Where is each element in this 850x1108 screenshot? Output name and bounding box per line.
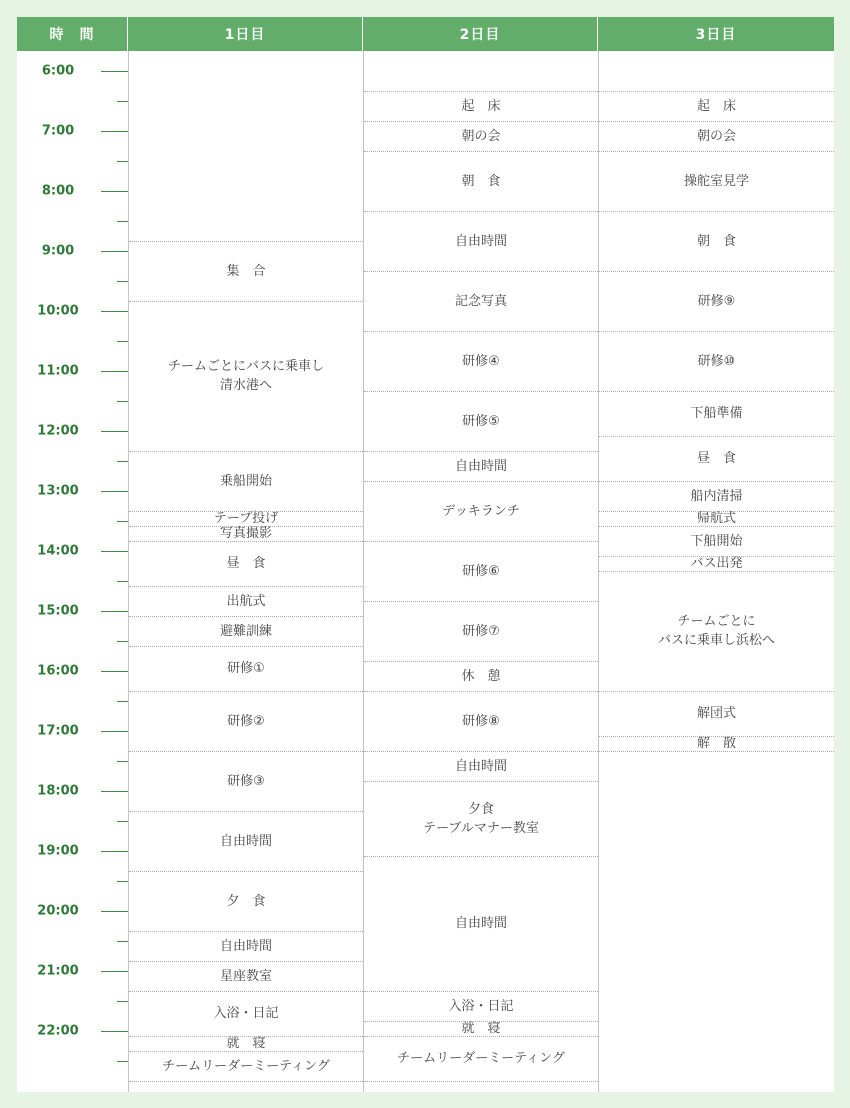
- schedule-event: 夕食 テーブルマナー教室: [423, 801, 539, 836]
- schedule-event: 昼 食: [696, 451, 736, 466]
- event-divider: [129, 586, 363, 587]
- schedule-event: 自由時間: [454, 458, 507, 474]
- event-divider: [599, 271, 834, 272]
- schedule-event: 就 寝: [226, 1036, 266, 1051]
- hour-tick: [101, 851, 128, 852]
- schedule-event: テープ投げ: [213, 511, 279, 526]
- event-divider: [599, 391, 834, 392]
- hour-tick: [101, 671, 128, 672]
- schedule-event: 研修②: [227, 713, 265, 729]
- event-divider: [364, 601, 598, 602]
- schedule-event: 研修③: [227, 773, 265, 789]
- schedule-event: 星座教室: [219, 968, 272, 984]
- schedule-event: 船内清掃: [690, 488, 743, 504]
- schedule-event: 下船開始: [690, 533, 743, 549]
- event-divider: [129, 451, 363, 452]
- day-1-column: [128, 51, 363, 1092]
- event-divider: [364, 856, 598, 857]
- event-divider: [129, 691, 363, 692]
- schedule-event: 休 憩: [461, 668, 501, 684]
- hour-tick: [101, 191, 128, 192]
- event-divider: [364, 211, 598, 212]
- schedule-event: 出航式: [226, 593, 266, 609]
- event-divider: [129, 541, 363, 542]
- event-divider: [364, 691, 598, 692]
- event-divider: [599, 556, 834, 557]
- schedule-event: 下船準備: [690, 406, 743, 421]
- event-divider: [129, 931, 363, 932]
- schedule-event: 研修⑦: [462, 623, 500, 639]
- event-divider: [364, 541, 598, 542]
- hour-tick: [101, 491, 128, 492]
- time-label: 12:00: [37, 423, 79, 439]
- time-label: 16:00: [37, 663, 79, 679]
- time-label: 21:00: [37, 963, 79, 979]
- event-divider: [364, 391, 598, 392]
- schedule-event: 昼 食: [226, 556, 266, 571]
- schedule-event: デッキランチ: [442, 503, 520, 519]
- event-divider: [129, 1081, 363, 1082]
- hour-tick: [101, 911, 128, 912]
- event-divider: [599, 91, 834, 92]
- half-hour-tick: [117, 1001, 128, 1002]
- event-divider: [129, 991, 363, 992]
- event-divider: [364, 1036, 598, 1037]
- schedule-event: 集 合: [226, 263, 266, 279]
- event-divider: [129, 871, 363, 872]
- hour-tick: [101, 431, 128, 432]
- hour-tick: [101, 371, 128, 372]
- time-label: 11:00: [37, 363, 79, 379]
- schedule-event: 朝の会: [696, 128, 736, 144]
- hour-tick: [101, 731, 128, 732]
- event-divider: [599, 736, 834, 737]
- half-hour-tick: [117, 581, 128, 582]
- hour-tick: [101, 551, 128, 552]
- time-label: 22:00: [37, 1023, 79, 1039]
- event-divider: [129, 1036, 363, 1037]
- time-label: 18:00: [37, 783, 79, 799]
- event-divider: [129, 616, 363, 617]
- time-label: 9:00: [41, 243, 75, 259]
- half-hour-tick: [117, 881, 128, 882]
- event-divider: [599, 526, 834, 527]
- event-divider: [364, 751, 598, 752]
- half-hour-tick: [117, 761, 128, 762]
- event-divider: [599, 691, 834, 692]
- schedule-event: 研修⑧: [462, 713, 500, 729]
- event-divider: [599, 151, 834, 152]
- header-time: 時 間: [17, 17, 127, 51]
- event-divider: [364, 1021, 598, 1022]
- half-hour-tick: [117, 461, 128, 462]
- schedule-event: チームごとに バスに乗車し浜松へ: [657, 614, 775, 648]
- schedule-event: 記念写真: [454, 293, 507, 309]
- time-label: 6:00: [41, 63, 75, 79]
- hour-tick: [101, 131, 128, 132]
- event-divider: [364, 151, 598, 152]
- schedule-table: [17, 17, 834, 1092]
- event-divider: [129, 241, 363, 242]
- schedule-event: 起 床: [696, 98, 736, 114]
- day-3-column: [598, 51, 834, 1092]
- time-label: 7:00: [41, 123, 75, 139]
- hour-tick: [101, 311, 128, 312]
- time-label: 20:00: [37, 903, 79, 919]
- half-hour-tick: [117, 701, 128, 702]
- schedule-event: 就 寝: [461, 1021, 501, 1036]
- day-2-column: [363, 51, 598, 1092]
- header-day-3: 3日目: [598, 17, 834, 51]
- event-divider: [599, 331, 834, 332]
- header-day-2: 2日目: [363, 17, 597, 51]
- schedule-event: 朝の会: [461, 128, 501, 144]
- event-divider: [364, 1081, 598, 1082]
- schedule-event: 研修⑤: [462, 413, 500, 429]
- schedule-event: 自由時間: [454, 758, 507, 774]
- event-divider: [364, 451, 598, 452]
- half-hour-tick: [117, 641, 128, 642]
- schedule-event: 自由時間: [454, 916, 507, 931]
- hour-tick: [101, 971, 128, 972]
- schedule-event: 解 散: [696, 736, 736, 751]
- schedule-event: チームリーダーミーティング: [397, 1051, 565, 1066]
- event-divider: [364, 121, 598, 122]
- schedule-event: 入浴・日記: [213, 1006, 279, 1021]
- time-label: 17:00: [37, 723, 79, 739]
- event-divider: [364, 271, 598, 272]
- schedule-event: 自由時間: [219, 938, 272, 954]
- schedule-event: チームごとにバスに乗車し 清水港へ: [167, 359, 324, 393]
- event-divider: [129, 301, 363, 302]
- event-divider: [364, 331, 598, 332]
- event-divider: [129, 511, 363, 512]
- half-hour-tick: [117, 1061, 128, 1062]
- half-hour-tick: [117, 821, 128, 822]
- schedule-event: 研修⑨: [697, 293, 736, 309]
- half-hour-tick: [117, 161, 128, 162]
- hour-tick: [101, 71, 128, 72]
- time-label: 13:00: [37, 483, 79, 499]
- schedule-event: 自由時間: [454, 233, 507, 249]
- event-divider: [129, 646, 363, 647]
- half-hour-tick: [117, 341, 128, 342]
- half-hour-tick: [117, 401, 128, 402]
- schedule-event: チームリーダーミーティング: [162, 1058, 330, 1074]
- event-divider: [599, 751, 834, 752]
- event-divider: [129, 751, 363, 752]
- hour-tick: [101, 611, 128, 612]
- time-label: 19:00: [37, 843, 79, 859]
- half-hour-tick: [117, 521, 128, 522]
- event-divider: [599, 511, 834, 512]
- time-label: 14:00: [37, 543, 79, 559]
- event-divider: [129, 526, 363, 527]
- half-hour-tick: [117, 281, 128, 282]
- time-label: 15:00: [37, 603, 79, 619]
- event-divider: [364, 991, 598, 992]
- schedule-event: 朝 食: [461, 173, 501, 189]
- schedule-event: 夕 食: [226, 893, 266, 909]
- event-divider: [129, 811, 363, 812]
- schedule-event: 研修④: [462, 353, 500, 369]
- event-divider: [599, 436, 834, 437]
- event-divider: [599, 121, 834, 122]
- schedule-event: 自由時間: [219, 833, 272, 849]
- event-divider: [364, 481, 598, 482]
- schedule-event: バス出発: [690, 556, 743, 571]
- event-divider: [364, 781, 598, 782]
- hour-tick: [101, 1031, 128, 1032]
- half-hour-tick: [117, 221, 128, 222]
- header-day-1: 1日目: [128, 17, 362, 51]
- schedule-event: 研修①: [227, 661, 265, 676]
- schedule-event: 写真撮影: [219, 526, 272, 541]
- event-divider: [599, 211, 834, 212]
- schedule-event: 入浴・日記: [448, 998, 514, 1014]
- half-hour-tick: [117, 941, 128, 942]
- schedule-event: 避難訓練: [219, 623, 272, 639]
- hour-tick: [101, 791, 128, 792]
- time-label: 8:00: [41, 183, 75, 199]
- event-divider: [129, 961, 363, 962]
- time-label: 10:00: [37, 303, 79, 319]
- schedule-event: 乗船開始: [219, 473, 272, 489]
- event-divider: [364, 91, 598, 92]
- schedule-event: 操舵室見学: [683, 173, 749, 189]
- schedule-event: 研修⑩: [697, 353, 736, 369]
- event-divider: [599, 481, 834, 482]
- event-divider: [129, 1051, 363, 1052]
- event-divider: [599, 571, 834, 572]
- hour-tick: [101, 251, 128, 252]
- schedule-event: 起 床: [461, 98, 501, 114]
- schedule-event: 研修⑥: [462, 563, 500, 579]
- schedule-event: 帰航式: [696, 511, 736, 526]
- half-hour-tick: [117, 101, 128, 102]
- schedule-event: 解団式: [696, 706, 736, 721]
- event-divider: [364, 661, 598, 662]
- schedule-event: 朝 食: [696, 233, 736, 249]
- time-column: [17, 51, 128, 1092]
